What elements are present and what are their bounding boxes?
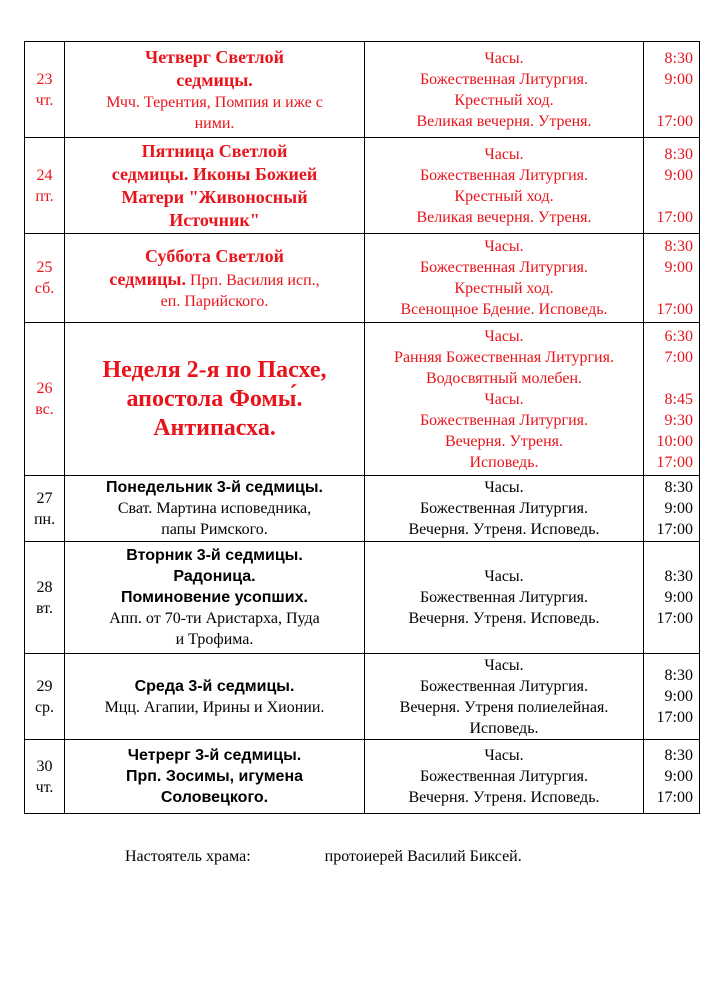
feast-cell [65, 234, 365, 323]
service-time: 17:00 [656, 610, 693, 627]
times-cell [644, 234, 700, 323]
service-item: Божественная Литургия. [419, 768, 589, 785]
feast-title: Неделя 2-я по Пасхе, [102, 356, 327, 383]
day-number: 25 [36, 259, 53, 276]
feast-title: Матери "Живоносный [121, 186, 308, 207]
service-item: Ранняя Божественная Литургия. [394, 348, 614, 366]
day-number: 26 [36, 380, 53, 397]
schedule-row [25, 654, 700, 740]
service-time [644, 278, 699, 299]
schedule-row [25, 476, 700, 542]
date-cell [25, 138, 65, 234]
service-time: 8:30 [664, 238, 693, 255]
feast-title: Источник" [169, 209, 260, 230]
day-number: 23 [36, 70, 53, 88]
service-time: 17:00 [656, 789, 693, 806]
date-cell [25, 542, 65, 654]
service-time: 8:30 [664, 479, 693, 496]
times-cell [644, 654, 700, 740]
service-time [644, 368, 699, 389]
weekday: чт. [35, 778, 54, 796]
service-item: Исповедь. [469, 453, 539, 471]
feast-title: Соловецкого. [160, 789, 269, 806]
service-item: Вечерня. Утреня. [445, 432, 563, 450]
service-item: Божественная Литургия. [419, 70, 589, 88]
services-cell [365, 654, 644, 740]
service-item: Часы. [484, 747, 524, 764]
feast-saints: ними. [194, 114, 235, 132]
service-time: 9:00 [664, 166, 693, 184]
service-item: Божественная Литургия. [419, 589, 589, 606]
day-number: 30 [36, 757, 53, 775]
service-time: 17:00 [656, 301, 693, 318]
schedule-row [25, 323, 700, 476]
service-time: 17:00 [656, 208, 693, 226]
services-cell [365, 323, 644, 476]
date-cell [25, 42, 65, 138]
weekday: вс. [35, 401, 54, 418]
service-time: 10:00 [656, 432, 693, 450]
times-cell [644, 42, 700, 138]
service-time: 9:00 [664, 688, 693, 705]
services-cell [365, 234, 644, 323]
service-item: Божественная Литургия. [419, 677, 589, 695]
schedule-row [25, 234, 700, 323]
feast-cell [65, 740, 365, 814]
times-cell [644, 542, 700, 654]
service-item: Водосвятный молебен. [425, 369, 582, 387]
feast-mixed-line [65, 268, 364, 291]
day-number: 29 [36, 677, 53, 695]
service-item: Крестный ход. [454, 280, 554, 297]
times-cell [644, 323, 700, 476]
feast-title: Прп. Зосимы, игумена [125, 768, 304, 785]
feast-title: Четрерг 3-й седмицы. [127, 747, 302, 764]
feast-saints: Мчч. Терентия, Помпия и иже с [106, 93, 323, 111]
service-time [644, 186, 699, 207]
weekday: сб. [34, 280, 55, 297]
service-time: 8:30 [664, 667, 693, 684]
day-number: 27 [36, 489, 53, 507]
service-time: 8:30 [664, 145, 693, 163]
feast-cell [65, 476, 365, 542]
service-time: 9:00 [664, 768, 693, 785]
feast-saints: Мцц. Агапии, Ирины и Хионии. [104, 698, 325, 716]
service-item: Крестный ход. [454, 91, 554, 109]
schedule-row [25, 740, 700, 814]
date-cell [25, 740, 65, 814]
times-cell [644, 138, 700, 234]
service-time: 17:00 [656, 112, 693, 130]
feast-title: апостола Фомы́. [126, 385, 303, 412]
weekday: ср. [34, 698, 55, 716]
weekday: вт. [36, 599, 53, 617]
day-number: 28 [36, 578, 53, 596]
feast-title: Четверг Светлой [144, 46, 284, 67]
rector-name: протоиерей Василий Биксей. [324, 848, 522, 865]
service-time: 9:00 [664, 589, 693, 606]
weekday: пт. [35, 187, 54, 205]
date-cell [25, 476, 65, 542]
day-number: 24 [36, 166, 53, 184]
feast-cell [65, 323, 365, 476]
service-item: Часы. [484, 145, 524, 163]
feast-cell [65, 138, 365, 234]
feast-title: седмицы. Иконы Божией [111, 163, 318, 184]
date-cell [25, 323, 65, 476]
service-item: Великая вечерня. Утреня. [416, 208, 592, 226]
service-time: 8:30 [664, 747, 693, 764]
service-time: 7:00 [664, 348, 693, 366]
services-cell [365, 42, 644, 138]
service-item: Вечерня. Утреня. Исповедь. [408, 521, 600, 538]
feast-saints: папы Римского. [161, 521, 268, 538]
schedule-row [25, 542, 700, 654]
service-item: Вечерня. Утреня. Исповедь. [408, 610, 600, 627]
feast-title: Радоница. [173, 568, 256, 585]
service-item: Божественная Литургия. [419, 411, 589, 429]
feast-title: седмицы. [176, 69, 253, 90]
service-time: 9:00 [664, 500, 693, 517]
services-cell [365, 476, 644, 542]
feast-title: Суббота Светлой [145, 245, 284, 266]
service-item: Исповедь. [469, 719, 539, 737]
feast-saints: Апп. от 70-ти Аристарха, Пуда [109, 610, 320, 627]
service-item: Божественная Литургия. [419, 166, 589, 184]
times-cell [644, 740, 700, 814]
service-time [644, 90, 699, 111]
schedule-row [25, 138, 700, 234]
service-item: Часы. [484, 238, 524, 255]
signature-line [125, 848, 522, 866]
feast-title: Среда 3-й седмицы. [134, 677, 295, 695]
service-item: Часы. [484, 327, 524, 345]
service-item: Божественная Литургия. [419, 500, 589, 517]
feast-title: Поминовение усопших. [121, 589, 308, 606]
service-time: 8:30 [664, 568, 693, 585]
service-item: Часы. [484, 49, 524, 67]
services-cell [365, 542, 644, 654]
service-item: Часы. [484, 390, 524, 408]
feast-saints: еп. Парийского. [160, 292, 269, 310]
service-time: 9:00 [664, 70, 693, 88]
service-time: 6:30 [664, 327, 693, 345]
service-item: Крестный ход. [454, 187, 554, 205]
service-item: Часы. [484, 479, 524, 496]
service-item: Божественная Литургия. [419, 259, 589, 276]
feast-title: Понедельник 3-й седмицы. [106, 479, 323, 496]
feast-saints: Сват. Мартина исповедника, [117, 500, 312, 517]
services-cell [365, 740, 644, 814]
feast-title: Антипасха. [153, 414, 276, 441]
schedule-table [24, 41, 700, 814]
date-cell [25, 654, 65, 740]
service-time: 17:00 [656, 521, 693, 538]
feast-title: Вторник 3-й седмицы. [126, 547, 303, 564]
schedule-row [25, 42, 700, 138]
feast-cell [65, 42, 365, 138]
times-cell [644, 476, 700, 542]
services-cell [365, 138, 644, 234]
feast-cell [65, 542, 365, 654]
service-time: 17:00 [656, 453, 693, 471]
service-time: 9:00 [664, 259, 693, 276]
weekday: пн. [33, 510, 56, 528]
feast-title: Пятница Светлой [141, 140, 288, 161]
rector-label: Настоятель храма: [125, 848, 251, 865]
feast-title: седмицы. [109, 268, 186, 289]
service-item: Часы. [484, 656, 524, 674]
service-time: 17:00 [656, 709, 693, 726]
service-item: Часы. [484, 568, 524, 585]
feast-saints: Прп. Василия исп., [185, 271, 320, 289]
date-cell [25, 234, 65, 323]
service-time: 8:30 [664, 49, 693, 67]
service-item: Вечерня. Утреня полиелейная. [399, 698, 609, 716]
feast-cell [65, 654, 365, 740]
service-time: 8:45 [664, 390, 693, 408]
weekday: чт. [35, 91, 54, 109]
service-item: Вечерня. Утреня. Исповедь. [408, 789, 600, 806]
service-item: Великая вечерня. Утреня. [416, 112, 592, 130]
service-time: 9:30 [664, 411, 693, 429]
feast-saints: и Трофима. [175, 631, 254, 648]
service-item: Всенощное Бдение. Исповедь. [400, 301, 608, 318]
